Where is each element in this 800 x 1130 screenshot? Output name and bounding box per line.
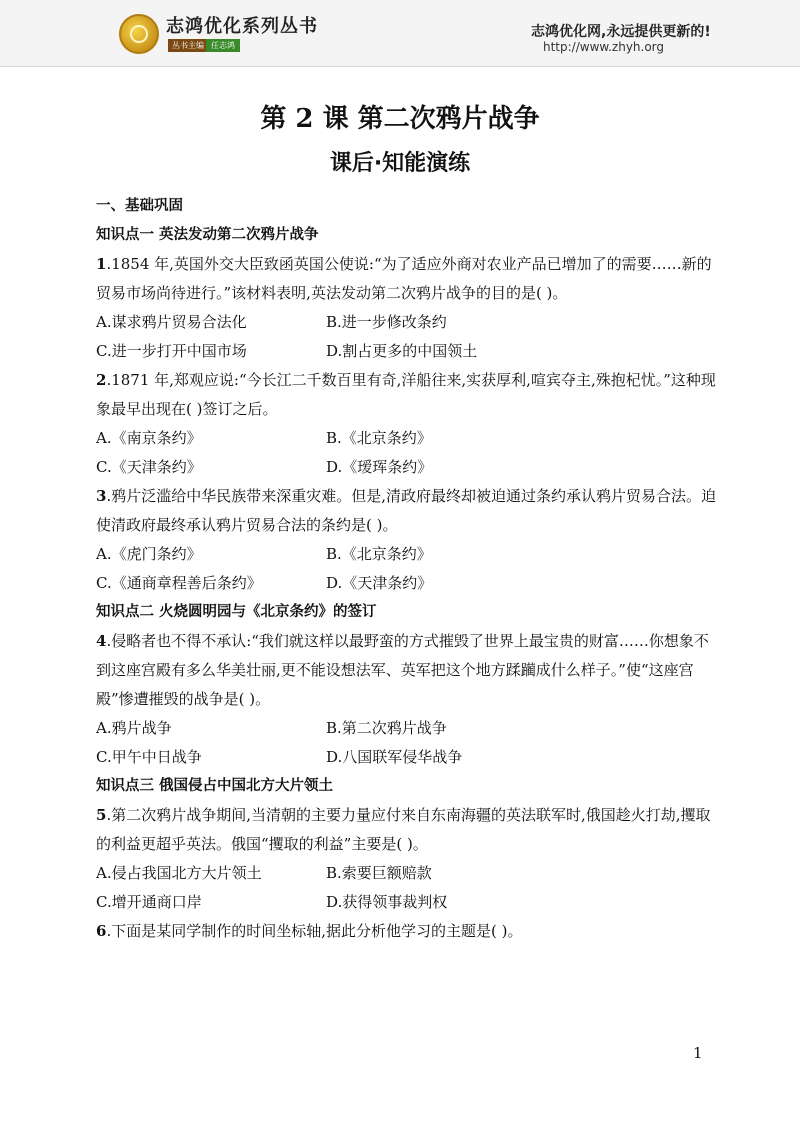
document-body bbox=[96, 192, 716, 946]
option-a: A.鸦片战争 bbox=[96, 719, 172, 737]
question-text: .1871 年,郑观应说:“今长江二千数百里有奇,洋船往来,实获厚利,喧宾夺主,殊抱杞忧。”这种现象最早出现在( )签订之后。 bbox=[96, 371, 716, 418]
logo-icon bbox=[119, 14, 159, 54]
option-d: D.割占更多的中国领土 bbox=[326, 342, 478, 360]
knowledge-point-heading: 知识点一 英法发动第二次鸦片战争 bbox=[96, 227, 319, 243]
question-text: .下面是某同学制作的时间坐标轴,据此分析他学习的主题是( )。 bbox=[106, 922, 523, 940]
section-heading: 一、基础巩固 bbox=[96, 198, 183, 214]
option-b: B.《北京条约》 bbox=[326, 545, 432, 563]
option-c: C.甲午中日战争 bbox=[96, 748, 202, 766]
question-3 bbox=[96, 482, 716, 598]
question-2 bbox=[96, 366, 716, 482]
header-url: http://www.zhyh.org bbox=[543, 40, 665, 54]
series-title: 志鸿优化系列丛书 bbox=[166, 16, 318, 37]
question-text: .1854 年,英国外交大臣致函英国公使说:“为了适应外商对农业产品已增加了的需要……新的贸易市场尚待进行。”该材料表明,英法发动第二次鸦片战争的目的是( )。 bbox=[96, 255, 712, 302]
question-4 bbox=[96, 627, 716, 772]
option-c: C.《天津条约》 bbox=[96, 458, 202, 476]
option-c: C.《通商章程善后条约》 bbox=[96, 574, 262, 592]
option-b: B.第二次鸦片战争 bbox=[326, 719, 447, 737]
option-d: D.八国联军侵华战争 bbox=[326, 748, 463, 766]
question-number: 2 bbox=[96, 371, 107, 389]
option-a: A.侵占我国北方大片领土 bbox=[96, 864, 262, 882]
option-c: C.进一步打开中国市场 bbox=[96, 342, 247, 360]
option-b: B.进一步修改条约 bbox=[326, 313, 447, 331]
option-b: B.《北京条约》 bbox=[326, 429, 432, 447]
option-a: A.《南京条约》 bbox=[96, 429, 202, 447]
question-number: 3 bbox=[96, 487, 107, 505]
page-subtitle: 课后·知能演练 bbox=[329, 151, 471, 176]
knowledge-point-heading: 知识点二 火烧圆明园与《北京条约》的签订 bbox=[96, 604, 377, 620]
editor-name: 任志鸿 bbox=[206, 39, 240, 52]
option-d: D.《瑷珲条约》 bbox=[326, 458, 433, 476]
header-slogan: 志鸿优化网,永远提供更新的! bbox=[531, 24, 711, 40]
editor-label: 丛书主编 bbox=[168, 39, 208, 52]
page-number: 1 bbox=[693, 1044, 703, 1062]
question-text: .第二次鸦片战争期间,当清朝的主要力量应付来自东南海疆的英法联军时,俄国趁火打劫,攫取的利益更超乎英法。俄国“攫取的利益”主要是( )。 bbox=[96, 806, 711, 853]
question-5 bbox=[96, 801, 716, 917]
option-a: A.《虎门条约》 bbox=[96, 545, 202, 563]
page-header bbox=[0, 0, 800, 67]
question-text: .鸦片泛滥给中华民族带来深重灾难。但是,清政府最终却被迫通过条约承认鸦片贸易合法。迫使清政府最终承认鸦片贸易合法的条约是( )。 bbox=[96, 487, 716, 534]
option-b: B.索要巨额赔款 bbox=[326, 864, 432, 882]
question-number: 6 bbox=[96, 922, 107, 940]
option-a: A.谋求鸦片贸易合法化 bbox=[96, 313, 247, 331]
option-d: D.《天津条约》 bbox=[326, 574, 433, 592]
question-1 bbox=[96, 250, 716, 366]
option-d: D.获得领事裁判权 bbox=[326, 893, 448, 911]
knowledge-point-heading: 知识点三 俄国侵占中国北方大片领土 bbox=[96, 778, 334, 794]
option-c: C.增开通商口岸 bbox=[96, 893, 202, 911]
question-number: 4 bbox=[96, 632, 107, 650]
question-number: 1 bbox=[96, 255, 107, 273]
question-text: .侵略者也不得不承认:“我们就这样以最野蛮的方式摧毁了世界上最宝贵的财富……你想象不到这座宫殿有多么华美壮丽,更不能设想法军、英军把这个地方蹂躏成什么样子。”使“这座宫殿”惨遭摧毁的战争是( )。 bbox=[96, 632, 709, 708]
question-6 bbox=[96, 917, 716, 946]
page-title: 第 2 课 第二次鸦片战争 bbox=[260, 104, 540, 134]
question-number: 5 bbox=[96, 806, 107, 824]
